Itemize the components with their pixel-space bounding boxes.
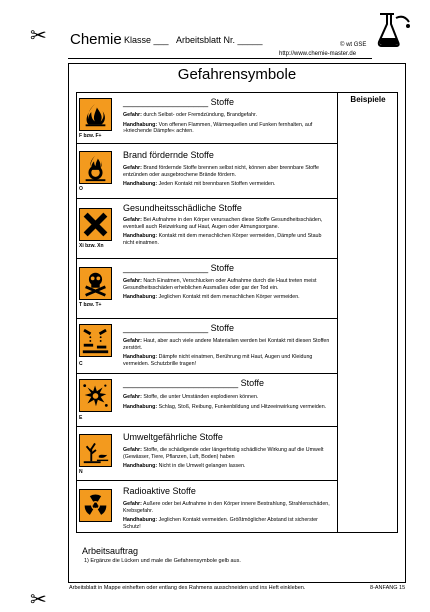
row-heading: _________________ Stoffe: [123, 97, 234, 107]
row-description: Gefahr: durch Selbst- oder Fremdzündung, Brandgefahr. Handhabung: Von offenen Flammen, Wärmequellen und Funken fernhalten, auf »kriechende Dämpfe« achten.: [123, 112, 313, 135]
column-header-beispiele: Beispiele: [350, 95, 386, 104]
header-divider: [68, 58, 372, 59]
explosion-icon: [79, 379, 112, 412]
scissors-icon: ✂: [30, 25, 47, 47]
row-description: Gefahr: Nach Einatmen, Verschlucken oder Aufnahme durch die Haut treten meist Gesundheitsschäden erheblichen Ausmaßes oder gar der Tod ein. Handhabung: Jeglichen Kontakt mit dem menschlichen Körper vermeiden.: [123, 278, 317, 301]
row-divider: [76, 373, 338, 374]
symbol-code: C: [79, 361, 83, 367]
row-divider: [76, 426, 338, 427]
footer-page-ref: 8-ANFANG 15: [370, 585, 406, 591]
row-description: Gefahr: Außere oder bei Aufnahme in den Körper innere Bestrahlung, Strahlenschäden, Krebsgefahr. Handhabung: Jeglichen Kontakt vermeiden. Größtmöglicher Abstand ist sicherster Schutz!: [123, 501, 330, 530]
symbol-code: O: [79, 186, 83, 192]
symbol-code: T bzw. T+: [79, 302, 102, 308]
symbol-code: E: [79, 415, 83, 421]
row-heading: Brand fördernde Stoffe: [123, 150, 214, 160]
row-description: Gefahr: Brand fördernde Stoffe brennen selbst nicht, können aber brennbare Stoffe entzünden oder ausgebrochene Brände fördern. Handhabung: Jeden Kontakt mit brennbaren Stoffen vermeiden.: [123, 165, 319, 188]
row-description: Gefahr: Bei Aufnahme in den Körper verursachen diese Stoffe Gesundheitsschäden, eventuell auch Reizwirkung auf Haut, Augen oder Atmungsorgane. Handhabung: Kontakt mit dem menschlichen Körper vermeiden, Dämpfe und Staub nicht einatmen.: [123, 217, 323, 246]
row-heading: _________________ Stoffe: [123, 263, 234, 273]
row-divider: [76, 318, 338, 319]
corrosion-icon: [79, 324, 112, 357]
arbeitsblatt-number: Arbeitsblatt Nr. _____: [176, 35, 263, 45]
row-heading: _________________ Stoffe: [123, 323, 234, 333]
x-cross-icon: [79, 208, 112, 241]
row-heading: _______________________ Stoffe: [123, 378, 264, 388]
footer-instruction: Arbeitsblatt in Mappe einheften oder entlang des Rahmens ausschneiden und ins Heft einkleben.: [69, 585, 306, 591]
flask-logo-icon: [374, 10, 412, 50]
row-divider: [76, 258, 338, 259]
subject-title: Chemie: [70, 31, 122, 48]
page-title: Gefahrensymbole: [177, 66, 297, 83]
dead-tree-icon: [79, 434, 112, 467]
task-heading: Arbeitsauftrag: [82, 546, 139, 556]
row-heading: Umweltgefährliche Stoffe: [123, 432, 223, 442]
symbol-code: N: [79, 469, 83, 475]
row-heading: Radioaktive Stoffe: [123, 486, 196, 496]
symbol-code: F bzw. F+: [79, 133, 102, 139]
row-divider: [76, 198, 338, 199]
scissors-icon-bottom: ✂: [30, 589, 47, 611]
row-divider: [76, 143, 338, 144]
flame-over-circle-icon: [79, 151, 112, 184]
row-description: Gefahr: Stoffe, die unter Umständen explodieren können. Handhabung: Schlag, Stoß, Reibung, Funkenbildung und Hitzeeinwirkung vermeiden.: [123, 394, 327, 410]
task-text: 1) Ergänze die Lücken und male die Gefahrensymbole gelb aus.: [84, 558, 241, 564]
row-description: Gefahr: Stoffe, die schädigende oder längerfristig schädliche Wirkung auf die Umwelt (Gewässer, Tiere, Pflanzen, Luft, Boden) haben Handhabung: Nicht in die Umwelt gelangen lassen.: [123, 447, 324, 470]
row-description: Gefahr: Haut, aber auch viele andere Materialien werden bei Kontakt mit diesen Stoffen zerstört. Handhabung: Dämpfe nicht einatmen, Berührung mit Haut, Augen und Kleidung vermeiden. Schutzbrille tragen!: [123, 338, 330, 367]
column-divider: [337, 92, 338, 533]
flame-icon: [79, 98, 112, 131]
radioactive-icon: [79, 489, 112, 522]
copyright: © wt GSE: [340, 42, 367, 48]
row-heading: Gesundheitsschädliche Stoffe: [123, 203, 242, 213]
website-url: http://www.chemie-master.de: [279, 51, 357, 57]
symbol-code: Xi bzw. Xn: [79, 243, 104, 249]
klasse-field: Klasse ___: [124, 35, 169, 45]
skull-icon: [79, 267, 112, 300]
row-divider: [76, 480, 338, 481]
